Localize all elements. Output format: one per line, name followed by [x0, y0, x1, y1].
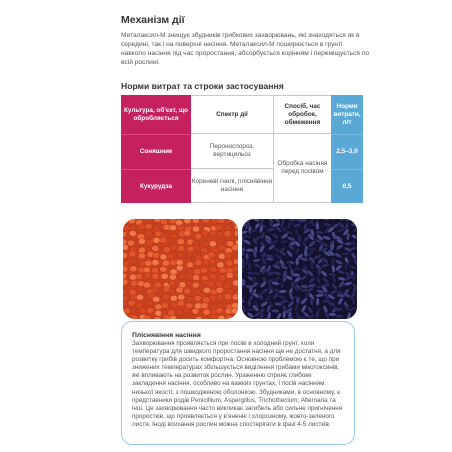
note-title: Пліснявіння насіння — [132, 332, 201, 339]
row-spectrum-corn: Кореневі гнилі, пліснявіння насіння — [191, 169, 273, 203]
sunflower-seeds-image — [242, 219, 357, 319]
note-text: Захворювання проявляється при посіві в холодний грунт, коли температура для швидкого проростання насіння ще не достатня, а для розвитку грибів досить комфортна. Основною проблемою є те, що при знижених температурах збільшується виділення грибами мікотоксинів, які впливають на розвиток рослин. Ураженню сприяє глибоке закладення насіння, особливо на важких грунтах, і посів насінням низької якості, з пошкодженою оболонкою. Збудниками, в основному, є представники родів Penicillium, Aspergillus, Trichothecium, Alternaria та інш. Це захворювання часто викликає загибель або сильне пригнічення проростків, що проявляється у в'яненні і хлорозному, жовто-зеленого листя. Іноді всихання рослин можна спостерігати в фазі 4-5 листків. — [132, 340, 343, 428]
row-rate-corn: 0,5 — [331, 169, 363, 203]
row-crop-sunflower: Соняшник — [121, 134, 191, 169]
mechanism-title: Механізм дії — [121, 14, 185, 26]
sunflower-seeds-graphic — [242, 219, 357, 319]
row-rate-sunflower: 2,5–3,0 — [331, 134, 363, 169]
rates-table — [121, 95, 363, 203]
rates-table-title: Норми витрат та строки застосування — [121, 81, 284, 91]
header-rate: Норми витрати, л/т — [331, 95, 363, 134]
header-spectrum: Спектр дії — [191, 95, 273, 134]
header-crop: Культура, об'єкт, що обробляється — [121, 95, 191, 134]
mechanism-text: Металаксил-М знищує збудників грибкових захворювань, які знаходяться як в середині, так і на поверхні насіння. Металаксил-М поширюється в грунті навколо насіння під час проростання, абсорбується корінням і переміщується по всій рослині. — [121, 32, 369, 66]
method-cell: Обробка насіння перед посівом — [273, 134, 331, 203]
row-crop-corn: Кукурудза — [121, 169, 191, 203]
corn-seeds-graphic — [123, 219, 238, 319]
seed-mold-note — [121, 321, 355, 445]
row-spectrum-sunflower: Пероноспороз, вертицильоз — [191, 134, 273, 169]
header-method: Спосіб, час обробок, обмеження — [273, 95, 331, 134]
corn-seeds-image — [123, 219, 238, 319]
